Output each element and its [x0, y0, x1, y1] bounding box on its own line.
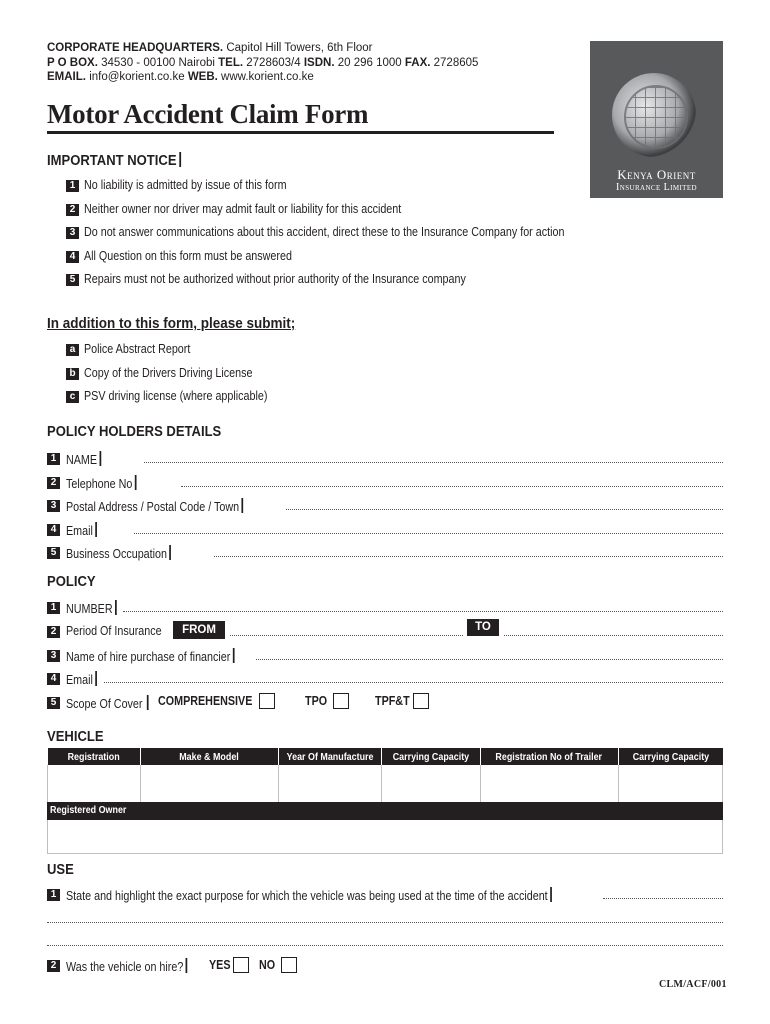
holder-label-3: Postal Address / Postal Code / Town [66, 498, 243, 514]
policy-heading: POLICY [47, 574, 96, 590]
policy-num-5: 5 [47, 697, 60, 709]
tpft-checkbox[interactable] [413, 693, 429, 709]
registration-cell[interactable] [48, 765, 141, 803]
holder-number: 4 [47, 524, 60, 536]
col-capacity: Carrying Capacity [381, 748, 480, 765]
holder-label-2: Telephone No [66, 475, 137, 491]
holder-number: 2 [47, 477, 60, 489]
policy-email-label: Email [66, 671, 97, 687]
notice-item: All Question on this form must be answered [84, 248, 292, 263]
trailer-reg-cell[interactable] [480, 765, 618, 803]
isdn-value: 20 296 1000 [337, 56, 402, 69]
from-label: FROM [173, 621, 225, 639]
tel-label: TEL. [218, 56, 244, 69]
company-logo [590, 41, 723, 198]
policy-num-1: 1 [47, 602, 60, 614]
notice-item: Neither owner nor driver may admit fault or liability for this accident [84, 201, 402, 216]
hq-label: CORPORATE HEADQUARTERS. [47, 42, 224, 54]
title-divider [47, 131, 554, 134]
scope-label: Scope Of Cover [66, 695, 149, 711]
use-question-1: State and highlight the exact purpose for which the vehicle was being used at the time of the accident [66, 887, 552, 903]
submit-letter: b [66, 368, 79, 380]
yes-checkbox[interactable] [233, 957, 249, 973]
year-cell[interactable] [278, 765, 381, 803]
use-heading: USE [47, 862, 74, 878]
notice-number: 3 [66, 227, 79, 239]
policy-num-3: 3 [47, 650, 60, 662]
col-year: Year Of Manufacture [278, 748, 381, 765]
policy-email-field[interactable] [104, 682, 723, 683]
submit-heading: In addition to this form, please submit; [47, 315, 296, 332]
submit-item: Police Abstract Report [84, 342, 191, 356]
col-make-model: Make & Model [140, 748, 278, 765]
use-answer-line-2[interactable] [47, 922, 723, 923]
submit-item: PSV driving license (where applicable) [84, 389, 268, 403]
pobox-value: 34530 - 00100 Nairobi [101, 56, 215, 69]
notice-heading: IMPORTANT NOTICE [47, 152, 181, 169]
pobox-label: P O BOX. [47, 56, 98, 69]
isdn-label: ISDN. [303, 56, 335, 69]
hq-value: Capitol Hill Towers, 6th Floor [226, 42, 373, 54]
tpo-checkbox[interactable] [333, 693, 349, 709]
holder-label-1: NAME [66, 451, 101, 467]
capacity-cell[interactable] [381, 765, 480, 803]
holder-field-3[interactable] [286, 509, 723, 510]
page-title: Motor Accident Claim Form [47, 99, 369, 129]
policy-number-field[interactable] [123, 611, 723, 612]
notice-item: Do not answer communications about this accident, direct these to the Insurance Company for action [84, 225, 565, 239]
notice-number: 2 [66, 204, 79, 216]
registered-owner-heading: Registered Owner [47, 802, 723, 820]
fax-label: FAX. [404, 56, 431, 69]
submit-letter: c [66, 391, 79, 403]
logo-subname: Insurance Limited [616, 182, 697, 193]
web-value: www.korient.co.ke [221, 71, 314, 83]
holder-label-5: Business Occupation [66, 545, 171, 561]
company-header [47, 41, 478, 85]
no-label: NO [259, 958, 276, 972]
web-label: WEB. [187, 71, 218, 83]
col-trailer-reg: Registration No of Trailer [480, 748, 618, 765]
comprehensive-label: COMPREHENSIVE [158, 694, 253, 708]
holders-heading: POLICY HOLDERS DETAILS [47, 424, 222, 440]
col-registration: Registration [48, 748, 141, 765]
tpo-label: TPO [305, 694, 328, 708]
use-num-2: 2 [47, 960, 60, 972]
notice-number: 4 [66, 251, 79, 263]
use-num-1: 1 [47, 889, 60, 901]
policy-num-4: 4 [47, 673, 60, 685]
tel-value: 2728603/4 [246, 56, 301, 69]
email-value: info@korient.co.ke [89, 71, 185, 83]
submit-letter: a [66, 344, 79, 356]
holder-field-2[interactable] [181, 486, 723, 487]
submit-item: Copy of the Drivers Driving License [84, 365, 253, 380]
fax-value: 2728605 [433, 56, 479, 69]
use-answer-line-1[interactable] [603, 898, 723, 899]
vehicle-table [47, 748, 723, 803]
notice-item: Repairs must not be authorized without prior authority of the Insurance company [84, 272, 466, 286]
period-to-field[interactable] [504, 635, 723, 636]
col-trailer-capacity: Carrying Capacity [618, 748, 722, 765]
yes-label: YES [209, 958, 231, 972]
vehicle-heading: VEHICLE [47, 729, 104, 745]
no-checkbox[interactable] [281, 957, 297, 973]
notice-item: No liability is admitted by issue of this form [84, 178, 287, 192]
trailer-capacity-cell[interactable] [618, 765, 722, 803]
globe-grid [624, 85, 688, 149]
holder-field-5[interactable] [214, 556, 723, 557]
use-question-2: Was the vehicle on hire? [66, 958, 188, 974]
period-label: Period Of Insurance [66, 624, 162, 638]
notice-number: 1 [66, 180, 79, 192]
holder-label-4: Email [66, 522, 97, 538]
policy-number-label: NUMBER [66, 600, 117, 616]
use-answer-line-3[interactable] [47, 945, 723, 946]
notice-number: 5 [66, 274, 79, 286]
registered-owner-field[interactable] [47, 820, 723, 854]
email-label: EMAIL. [47, 71, 86, 83]
tpft-label: TPF&T [375, 694, 410, 708]
holder-number: 1 [47, 453, 60, 465]
holder-field-1[interactable] [144, 462, 723, 463]
form-code: CLM/ACF/001 [659, 979, 727, 990]
hire-label: Name of hire purchase of financier [66, 648, 235, 664]
period-from-field[interactable] [230, 635, 463, 636]
hire-field[interactable] [256, 659, 723, 660]
holder-number: 3 [47, 500, 60, 512]
comprehensive-checkbox[interactable] [259, 693, 275, 709]
logo-name: Kenya Orient [617, 167, 696, 182]
to-label: TO [467, 619, 499, 636]
policy-num-2: 2 [47, 626, 60, 638]
holder-number: 5 [47, 547, 60, 559]
make-model-cell[interactable] [140, 765, 278, 803]
holder-field-4[interactable] [134, 533, 723, 534]
